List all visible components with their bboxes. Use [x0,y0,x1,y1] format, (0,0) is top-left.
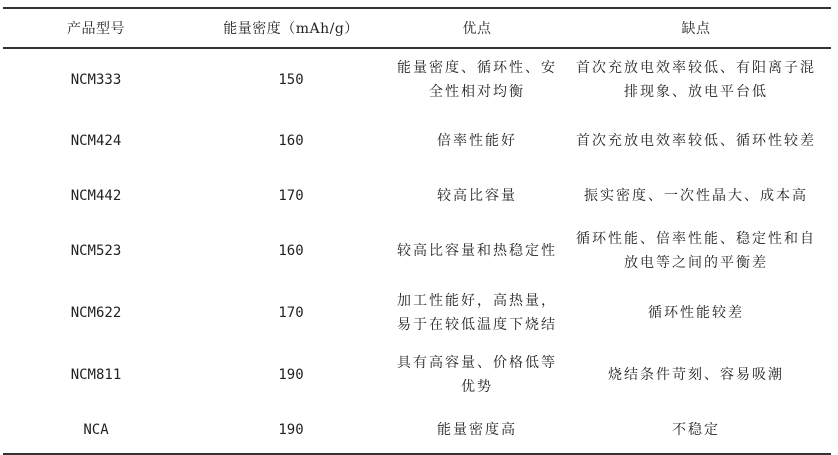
cell-pros [393,220,561,282]
cell-energy: 160 [278,133,304,149]
cell-pros-text: 加工性能好，高热量，易于在较低温度下烧结 [397,293,557,333]
cell-cons-text: 循环性能、倍率性能、稳定性和自放电等之间的平衡差 [576,231,816,271]
cell-pros-text: 能量密度高 [437,421,517,438]
cell-cons [561,48,831,110]
cell-cons-text: 不稳定 [672,421,720,438]
cell-cons [561,172,831,220]
cell-cons-text: 循环性能较差 [648,305,744,321]
cell-energy: 170 [278,305,304,321]
cell-model: NCM622 [70,305,122,321]
cell-pros [393,110,561,172]
cell-pros-text: 较高比容量 [437,188,517,204]
cell-cons [561,282,831,344]
cell-cons-text: 首次充放电效率较低、循环性较差 [576,133,816,149]
table-header-row [3,8,831,48]
cell-pros [393,406,561,454]
cell-cons-text: 烧结条件苛刻、容易吸潮 [608,367,784,383]
table-row [3,172,831,220]
cell-cons [561,344,831,406]
cell-energy: 190 [189,406,393,454]
table-row [3,220,831,282]
cell-cons [561,406,831,454]
cathode-comparison-table [3,7,831,455]
header-model: 产品型号 [3,8,189,48]
header-cons: 缺点 [561,8,831,48]
table-row [3,406,831,454]
cell-model: NCM523 [70,243,122,259]
cell-model: NCM424 [70,133,122,149]
cell-pros-text: 能量密度、循环性、安全性相对均衡 [397,59,557,100]
cell-model: NCM442 [70,188,122,204]
cell-pros [393,172,561,220]
cell-pros [393,48,561,110]
cell-model: NCA [3,406,189,454]
cell-energy: 170 [278,188,304,204]
cell-pros [393,282,561,344]
header-energy-density: 能量密度（mAh/g） [189,8,393,48]
cell-energy: 160 [278,243,304,259]
table-row [3,110,831,172]
comparison-table-container [3,7,831,455]
cell-cons [561,110,831,172]
cell-energy: 190 [278,367,304,383]
cell-pros-text: 较高比容量和热稳定性 [397,243,557,259]
table-row [3,48,831,110]
table-row [3,344,831,406]
cell-energy: 150 [278,71,304,88]
header-pros: 优点 [393,8,561,48]
cell-pros [393,344,561,406]
cell-cons-text: 振实密度、一次性晶大、成本高 [584,188,808,204]
cell-model: NCM333 [70,71,122,88]
cell-cons-text: 首次充放电效率较低、有阳离子混排现象、放电平台低 [576,59,816,100]
cell-model: NCM811 [70,367,122,383]
cell-pros-text: 倍率性能好 [437,133,517,149]
cell-pros-text: 具有高容量、价格低等优势 [397,355,557,395]
table-row [3,282,831,344]
cell-cons [561,220,831,282]
